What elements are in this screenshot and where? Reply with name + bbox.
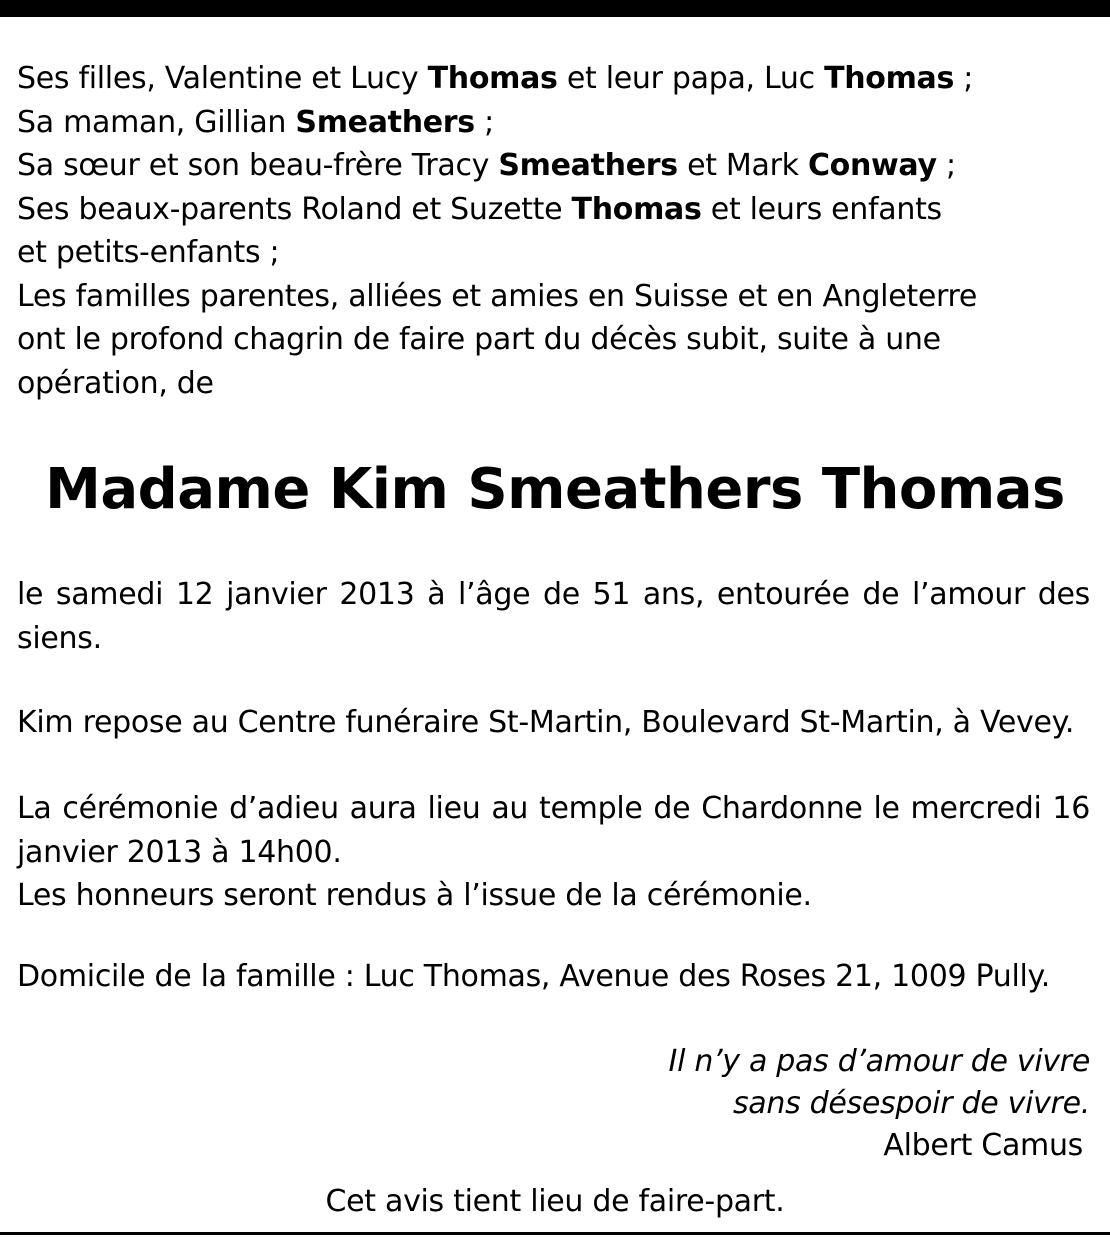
family-line-operation: opération, de [17, 365, 214, 401]
top-rule [0, 0, 1110, 17]
family-line-announcement: ont le profond chagrin de faire part du décès subit, suite à une [17, 322, 941, 357]
family-line-daughters: Ses filles, Valentine et Lucy Thomas et leur papa, Luc Thomas ; [17, 61, 974, 96]
quote-author: Albert Camus [883, 1128, 1083, 1163]
notice-footer: Cet avis tient lieu de faire-part. [325, 1184, 785, 1219]
family-domicile: Domicile de la famille : Luc Thomas, Avenue des Roses 21, 1009 Pully. [17, 959, 1050, 994]
death-date-paragraph: le samedi 12 janvier 2013 à l’âge de 51 ans, entourée de l’amour des siens. [17, 577, 1090, 656]
ceremony-paragraph [17, 787, 1090, 918]
family-line-in-laws: Ses beaux-parents Roland et Suzette Thomas et leurs enfants [17, 191, 942, 227]
deceased-name: Madame Kim Smeathers Thomas [45, 457, 1065, 522]
family-line-grandchildren: et petits-enfants ; [17, 235, 280, 270]
family-line-sister: Sa sœur et son beau-frère Tracy Smeathers et Mark Conway ; [17, 148, 956, 183]
quote-line-1: Il n’y a pas d’amour de vivre [668, 1044, 1090, 1079]
ceremony-text: La cérémonie d’adieu aura lieu au temple de Chardonne le mercredi 16 janvier 2013 à 14h00. [17, 791, 1090, 870]
bottom-rule [0, 1232, 1110, 1235]
honours-text: Les honneurs seront rendus à l’issue de la cérémonie. [17, 878, 812, 913]
quotation [669, 1041, 1090, 1167]
quote-line-2: sans désespoir de vivre. [732, 1086, 1090, 1121]
family-line-relatives: Les familles parentes, alliées et amies en Suisse et en Angleterre [17, 278, 978, 314]
family-announcement [17, 57, 1090, 405]
family-line-mother: Sa maman, Gillian Smeathers ; [17, 104, 494, 140]
rest-place-paragraph: Kim repose au Centre funéraire St-Martin, Boulevard St-Martin, à Vevey. [17, 705, 1075, 740]
